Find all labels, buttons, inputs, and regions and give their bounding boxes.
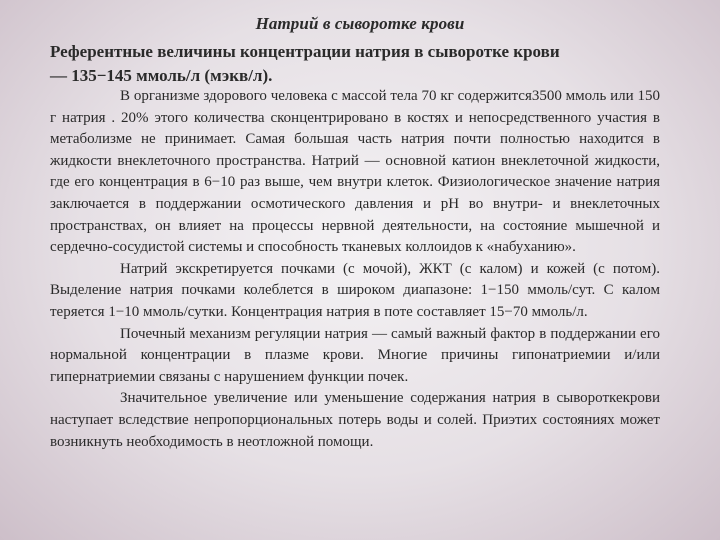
body-paragraph: Значительное увеличение или уменьшение содержания натрия в сывороткекрови наступает вследствие непропорциональных потерь воды и солей. Приэтих состояниях может возникнуть необходимость в неотложной помощи. bbox=[50, 390, 660, 450]
body-paragraph: Почечный механизм регуляции натрия — самый важный фактор в поддержании его нормальной концентрации в плазме крови. Многие причины гипонатриемии и/или гипернатриемии связаны с нарушением функции почек. bbox=[50, 325, 660, 385]
slide-title: Натрий в сыворотке крови bbox=[255, 14, 465, 33]
body-paragraph: Натрий экскретируется почками (с мочой), ЖКТ (с калом) и кожей (с потом). Выделение натрия почками колеблется в широком диапазоне: 1−150 ммоль/сут. С калом теряется 1−10 ммоль/сутки. Концентрация натрия в поте составляет 15−70 ммоль/л. bbox=[50, 260, 660, 320]
slide-subtitle: Референтные величины концентрации натрия в сыворотке крови — 135−145 ммоль/л (мэкв/л). bbox=[50, 42, 560, 85]
body-paragraph: В организме здорового человека с массой тела 70 кг содержится3500 ммоль или 150 г натрия . 20% этого количества сконцентрировано в костях и непосредственного участия в метаболизме не принимает. Самая большая часть натрия почти полностью находится в жидкости внеклеточного пространства. Натрий — основной катион внеклеточной жидкости, где его концентрация в 6−10 раз выше, чем внутри клеток. Физиологическое значение натрия заключается в поддержании осмотического давления и pH во внутри- и внеклеточных пространствах, он влияет на процессы нервной деятельности, на состояние мышечной и сердечно-сосудистой системы и способность тканевых коллоидов к «набуханию». bbox=[50, 88, 660, 256]
slide-body bbox=[50, 86, 660, 453]
